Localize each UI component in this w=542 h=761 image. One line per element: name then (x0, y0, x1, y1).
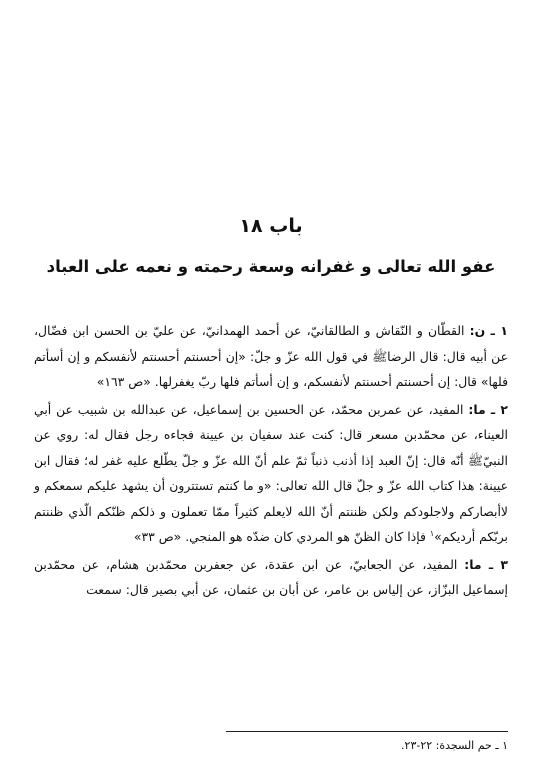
hadith-text: المفيد، عن عمربن محمّد، عن الحسين بن إسماعيل، عن عبدالله بن شبيب عن أبي العيناء، عن محمّدبن مسعر قال: كنت عند سفيان بن عيينة فجاءه رجل فقال له: روي عن النبيّﷺ أنّه قال: إنّ العبد إذا أذنب ذنباً ثمّ علم أنّ الله عزّ و جلّ يطّلع عليه غفر له؛ فقال ابن عيينة: هذا كتاب الله عزّ و جلّ قال الله تعالى: «و ما كنتم تستترون أن يشهد عليكم سمعكم و لاأبصاركم ولاجلودكم ولكن ظننتم أنّ الله لايعلم كثيراً ممّا تعملون و ذلكم ظنّكم الّذي ظننتم بربّكم أرديكم» (34, 401, 508, 544)
hadith-list (34, 318, 508, 603)
hadith-3 (34, 552, 508, 603)
hadith-1 (34, 318, 508, 395)
hadith-text: القطّان و النّقاش و الطالقانيّ، عن أحمد الهمدانيّ، عن عليّ بن الحسن ابن فضّال، عن أبيه قال: قال الرضاﷺ في قول الله عزّ و جلّ: «إن أحسنتم أحسنتم لأنفسكم و إن أسأتم فلها» قال: إن أحسنتم أحسنتم لأنفسكم، و إن أسأتم فلها ربّ يغفرلها. «ص ١٦٣» (34, 323, 508, 389)
hadith-text: المفيد، عن الجعابيّ، عن ابن عقدة، عن جعفربن محمّدبن هشام، عن محمّدبن إسماعيل البزّاز، عن إلياس بن عامر، عن أبان بن عثمان، عن أبي بصير قال: سمعت (34, 556, 508, 597)
footnote: ١ ـ حم السجدة: ٢٢-٢٣. (401, 739, 508, 752)
hadith-text-continued: فإذا كان الظنّ هو المردي كان ضدّه هو المنجي. «ص ٣٣» (133, 529, 430, 544)
footnote-reference[interactable]: ١ (429, 528, 435, 538)
hadith-number: ٣ ـ ما: (464, 556, 508, 572)
footnote-divider (226, 731, 508, 732)
hadith-number: ٢ ـ ما: (468, 401, 508, 417)
chapter-number: باب ١٨ (239, 215, 303, 237)
hadith-2 (34, 397, 508, 550)
hadith-number: ١ ـ ن: (469, 323, 508, 338)
chapter-title: عفو الله تعالى و غفرانه وسعة رحمته و نعمه على العباد (46, 257, 496, 276)
